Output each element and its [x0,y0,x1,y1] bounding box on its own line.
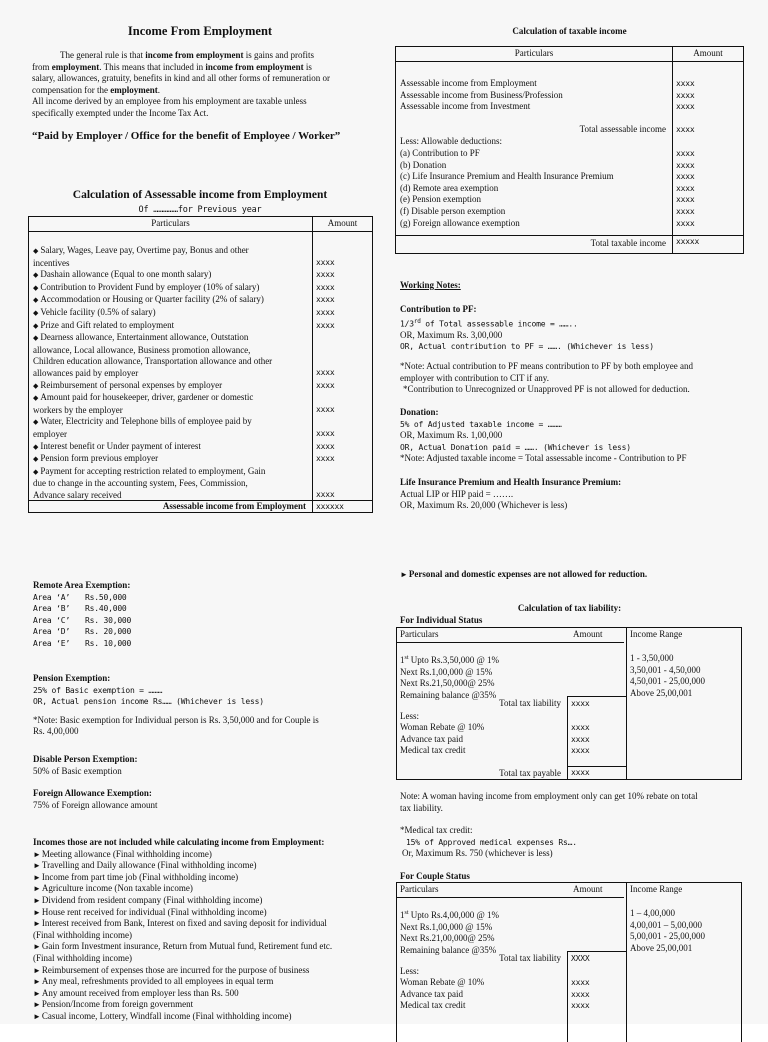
lip-line2: OR, Maximum Rs. 20,000 (Whichever is less) [400,500,568,511]
woman-rebate-note [400,791,745,814]
income-amount: xxxx [676,102,695,112]
income-amount: xxxx [676,79,695,88]
remote-area-row [33,615,373,627]
tax-slab [400,678,499,690]
medical-credit-heading: *Medical tax credit: [400,825,473,835]
woman-rebate-note-line2: tax liability. [400,802,443,813]
pension-heading: Pension Exemption: [33,673,111,683]
income-range: 1 – 4,00,000 [630,908,675,918]
assessable-row [33,307,373,320]
excluded-item: ► Any amount received from employer less than Rs. 500 [33,988,378,1000]
pf-line3: OR, Actual contribution to PF = ……. (Whichever is less) [400,342,654,352]
lip-heading: Life Insurance Premium and Health Insurance Premium: [400,477,622,487]
assessable-income-table [28,216,373,513]
assessable-total-amount: xxxxxx [316,502,344,511]
tax-liability-title: Calculation of tax liability: [517,603,622,613]
assessable-row-text: workers by the employer [33,404,123,415]
tax-slab-text: 1 [400,910,405,920]
assessable-row-text: ◆ Interest benefit or Under payment of interest [33,441,373,454]
pf-note-section [400,304,745,396]
total-taxable-label: Total taxable income [590,238,666,248]
deduction-line: (g) Foreign allowance exemption [400,217,520,228]
assessable-row-text: ◆ Dashain allowance (Equal to one month salary) [33,269,373,282]
excluded-item: (Final withholding income) [33,952,132,963]
excluded-item: ► Meeting allowance (Final withholding income) [33,849,378,861]
assessable-row [33,269,373,282]
excluded-item: ► Gain form Investment insurance, Return from Mutual fund, Retirement fund etc. [33,941,378,953]
col-header-particulars: Particulars [400,629,439,639]
couple-tax-table [396,882,742,1042]
remote-area-label: Area ‘C’ [33,615,70,625]
deduction-line: (e) Pension exemption [400,194,481,205]
assessable-row-text: due to change in the accounting system, Fees, Commission, [33,478,248,489]
deduction-amount: xxxx [676,218,695,228]
remote-area-row [33,603,373,615]
assessable-row-amount: xxxx [316,257,335,267]
remote-area-value: Rs. 30,000 [85,615,132,625]
tax-slab-text: Remaining balance @35% [400,689,497,700]
excluded-list [33,849,378,1023]
assessable-row [33,282,373,295]
working-notes-heading: Working Notes: [400,280,461,290]
pension-line1: 25% of Basic exemption = ……… [33,685,163,695]
deduction-line: (b) Donation [400,159,447,170]
tax-slab-text: Next Rs.21,50,000@ 25% [400,678,495,689]
assessable-row [33,466,373,502]
assessable-row-text: Children education allowance, Transportation allowance and other [33,356,273,367]
page-title: Income From Employment [127,24,273,38]
pf-line1: 1/3rd of Total assessable income = …….. [400,317,578,329]
tax-slab [400,653,499,667]
deduction-line: (a) Contribution to PF [400,148,480,158]
less-item: Woman Rebate @ 10% [400,722,485,732]
assessable-row-text: allowance, Local allowance, Business promotion allowance, [33,344,251,355]
pension-section [33,673,373,738]
assessable-subtitle: Of ……………for Previous year [138,205,262,215]
assessable-row-amount: xxxx [316,295,335,305]
lip-note-section [400,477,745,512]
tax-slab [400,945,499,957]
total-liability-amount: xxxx [571,699,590,708]
tax-slab-text: Upto Rs.3,50,000 @ 1% [408,655,500,665]
less-amount: xxxx [571,723,590,732]
assessable-row-text: ◆ Prize and Gift related to employment [33,320,373,333]
individual-less-amounts [571,722,589,757]
individual-status-heading: For Individual Status [400,615,483,625]
tax-slab [400,690,499,702]
total-liability-label: Total tax liability [499,698,561,708]
income-range: 5,00,001 - 25,00,000 [630,931,705,942]
donation-note-section [400,407,745,465]
assessable-row [33,380,373,393]
excluded-item: ► Any meal, refreshments provided to all employees in equal term [33,976,378,988]
assessable-row-text: ◆ Pension form previous employer [33,453,373,466]
disable-line1: 50% of Basic exemption [33,765,122,776]
taxable-income-table [395,46,744,254]
deduction-line: (d) Remote area exemption [400,182,499,193]
remote-area-heading: Remote Area Exemption: [33,580,131,590]
income-range: 4,50,001 - 25,00,000 [630,676,705,687]
deduction-amount: xxxx [676,149,695,158]
assessable-row [33,332,373,379]
pf-note1: *Note: Actual contribution to PF means contribution to PF by both employee and [400,361,693,372]
pf-note3: *Contribution to Unrecognized or Unapproved PF is not allowed for deduction. [403,384,690,395]
couple-less-items [400,977,484,1012]
assessable-row-text: Advance salary received [33,489,122,500]
tax-slab [400,908,499,922]
assessable-row-text: ◆ Dearness allowance, Entertainment allowance, Outstation [33,332,373,345]
tax-slab-text: 1 [400,655,405,665]
remote-area-label: Area ‘B’ [33,604,70,614]
assessable-row-amount: xxxx [316,441,335,451]
remote-area-row [33,592,373,604]
individual-slabs [400,653,499,701]
donation-note: *Note: Adjusted taxable income = Total assessable income - Contribution to PF [400,453,687,464]
less-label: Less: [400,711,419,721]
tax-slab [400,933,499,945]
col-header-income-range: Income Range [630,884,683,894]
pension-note-line1: *Note: Basic exemption for Individual person is Rs. 3,50,000 and for Couple is [33,714,319,725]
individual-ranges [630,653,705,699]
col-header-amount: Amount [573,884,603,894]
excluded-item: ► Pension/Income from foreign government [33,999,378,1011]
assessable-row-amount: xxxx [316,454,335,464]
less-amount: xxxx [571,978,590,987]
assessable-row-amount: xxxx [316,307,335,317]
taxable-income-amounts [676,78,694,113]
couple-total-liability-amount: XXXX [571,954,590,963]
income-range: 3,50,001 - 4,50,000 [630,664,701,675]
income-line: Assessable income from Investment [400,101,531,112]
income-range: 4,00,001 – 5,00,000 [630,919,702,930]
pension-note-line2: Rs. 4,00,000 [33,726,79,737]
remote-area-row [33,626,373,638]
total-assessable-label: Total assessable income [579,124,666,134]
couple-ranges [630,908,705,954]
excluded-incomes-section [33,837,378,1023]
pf-line2: OR, Maximum Rs. 3,00,000 [400,329,503,340]
less-item: Medical tax credit [400,1000,466,1011]
deduction-amount: xxxx [676,206,695,216]
foreign-line1: 75% of Foreign allowance amount [33,799,158,810]
tax-slab-sup: st [404,655,409,661]
assessable-row-text: ◆ Water, Electricity and Telephone bills of employee paid by [33,416,373,429]
assessable-row-text: ◆ Accommodation or Housing or Quarter facility (2% of salary) [33,294,373,307]
assessable-row-text: ◆ Vehicle facility (0.5% of salary) [33,307,373,320]
total-payable-label: Total tax payable [499,768,561,778]
excluded-item: ► Interest received from Bank, Interest on fixed and saving deposit for individual [33,918,378,930]
taxable-income-lines [400,78,672,113]
excluded-item: ► Income from part time job (Final withholding income) [33,872,378,884]
couple-less-amounts [571,977,589,1012]
deduction-amount: xxxx [676,172,695,182]
total-taxable-amount: xxxxx [676,237,700,246]
excluded-item: ► Casual income, Lottery, Windfall income (Final withholding income) [33,1011,378,1023]
deduction-amount: xxxx [676,183,695,193]
remote-area-value: Rs.40,000 [85,604,127,614]
col-header-amount: Amount [573,629,603,639]
lip-line1: Actual LIP or HIP paid = ……. [400,488,514,499]
assessable-row-text: allowances paid by employer [33,367,139,378]
pf-note2: employer with contribution to CIT if any. [400,372,549,383]
col-header-income-range: Income Range [630,629,683,639]
couple-status-heading: For Couple Status [400,871,470,881]
assessable-row-text: ◆ Amount paid for housekeeper, driver, gardener or domestic [33,392,373,405]
remote-area-label: Area ‘A’ [33,592,70,602]
assessable-row-text: employer [33,428,67,439]
assessable-total-label: Assessable income from Employment [162,501,306,511]
individual-less-items [400,722,484,757]
assessable-row-amount: xxxx [316,320,335,330]
individual-tax-table [396,627,742,780]
tax-slab-sup: st [404,910,409,916]
tax-slab-text: Remaining balance @35% [400,944,497,955]
taxable-title: Calculation of taxable income [512,26,627,36]
medical-credit-line1: 15% of Approved medical expenses Rs…. [406,837,577,847]
tax-slab-text: Next Rs.1,00,000 @ 15% [400,921,493,932]
total-liability-label: Total tax liability [499,953,561,963]
excluded-heading: Incomes those are not included while calculating income from Employment: [33,837,325,847]
less-amount: xxxx [571,989,590,999]
donation-line1: 5% of Adjusted taxable income = ……… [400,419,562,429]
assessable-row-amount: xxxx [316,367,335,377]
deduction-line: (f) Disable person exemption [400,205,506,216]
excluded-item: ► Agriculture income (Non taxable income) [33,883,378,895]
assessable-row-text: ◆ Payment for accepting restriction related to employment, Gain [33,466,373,479]
pension-line2: OR, Actual pension income Rs…… (Whichever is less) [33,697,264,707]
donation-line2: OR, Maximum Rs. 1,00,000 [400,430,503,441]
woman-rebate-note-line1: Note: A woman having income from employment only can get 10% rebate on total [400,791,698,801]
less-amount: xxxx [571,734,590,744]
tax-slab [400,667,499,679]
less-item: Advance tax paid [400,733,463,744]
deduction-line: (c) Life Insurance Premium and Health Insurance Premium [400,171,614,182]
couple-slabs [400,908,499,956]
assessable-row [33,416,373,440]
total-assessable-amount: xxxx [676,125,695,134]
assessable-row [33,453,373,466]
less-amount: xxxx [571,746,590,756]
col-header-particulars: Particulars [400,884,439,894]
less-label: Less: [400,966,419,976]
medical-credit-section [400,825,745,860]
remote-area-list [33,592,373,650]
total-payable-amount: xxxx [571,768,590,777]
assessable-row-amount: xxxx [316,380,335,390]
deduction-lines [400,148,672,229]
personal-expenses-note: ► Personal and domestic expenses are not allowed for reduction. [400,569,647,581]
assessable-row-text: ◆ Reimbursement of personal expenses by employer [33,380,373,393]
income-line: Assessable income from Business/Profession [400,89,563,100]
remote-area-section [33,580,373,650]
deduction-amount: xxxx [676,195,695,205]
donation-line3: OR, Actual Donation paid = ……. (Whichever is less) [400,442,631,452]
col-header-particulars: Particulars [514,48,554,58]
remote-area-value: Rs. 10,000 [85,638,132,648]
income-range: Above 25,00,001 [630,942,693,953]
assessable-title: Calculation of Assessable income from Employment [72,189,328,201]
excluded-item: (Final withholding income) [33,929,132,940]
donation-heading: Donation: [400,407,439,417]
income-range: Above 25,00,001 [630,687,693,698]
assessable-row-text: incentives [33,257,70,268]
assessable-row-amount: xxxx [316,489,335,499]
remote-area-label: Area ‘E’ [33,638,70,648]
assessable-row-text: ◆ Contribution to Provident Fund by employer (10% of salary) [33,282,373,295]
excluded-item: ► Dividend from resident company (Final withholding income) [33,895,378,907]
assessable-row [33,392,373,416]
excluded-item: ► Reimbursement of expenses those are incurred for the purpose of business [33,965,378,977]
col-header-particulars: Particulars [151,218,190,228]
assessable-row-amount: xxxx [316,428,335,438]
assessable-row [33,320,373,333]
tax-slab-text: Upto Rs.4,00,000 @ 1% [408,910,500,920]
assessable-row-amount: xxxx [316,404,335,414]
assessable-row [33,441,373,454]
assessable-row-amount: xxxx [316,270,335,280]
less-item: Woman Rebate @ 10% [400,977,485,987]
foreign-section [33,788,373,811]
paid-by-employer-quote: “Paid by Employer / Office for the benefit of Employee / Worker” [32,130,341,142]
disable-section [33,754,373,777]
assessable-row-text: ◆ Salary, Wages, Leave pay, Overtime pay, Bonus and other [33,245,373,258]
tax-slab-text: Next Rs.1,00,000 @ 15% [400,666,493,677]
col-header-amount: Amount [693,48,723,58]
income-line: Assessable income from Employment [400,78,537,88]
remote-area-row [33,638,373,650]
income-range: 1 - 3,50,000 [630,653,674,663]
excluded-item: ► House rent received for individual (Final withholding income) [33,907,378,919]
less-item: Medical tax credit [400,745,466,756]
assessable-row [33,294,373,307]
assessable-row-amount: xxxx [316,282,335,292]
remote-area-value: Rs. 20,000 [85,627,132,637]
intro-paragraph: The general rule is that income from employment is gains and profits from employment. This means that included in income from employment is salary, allowances, gratuity, benefits in kind and all other forms of remuneration or compensation for the employment. All income derived by an employee from his employment are taxable unless specifically exempted under the Income Tax Act. [32,50,330,118]
pf-heading: Contribution to PF: [400,304,477,314]
less-item: Advance tax paid [400,988,463,999]
col-header-amount: Amount [327,218,358,228]
deduction-amounts [676,148,694,229]
medical-credit-line2: Or, Maximum Rs. 750 (whichever is less) [402,848,553,859]
assessable-rows [33,245,373,501]
remote-area-value: Rs.50,000 [85,592,127,602]
less-deductions-label: Less: Allowable deductions: [400,136,502,146]
excluded-item: ► Travelling and Daily allowance (Final withholding income) [33,860,378,872]
foreign-heading: Foreign Allowance Exemption: [33,788,152,798]
income-amount: xxxx [676,90,695,100]
remote-area-label: Area ‘D’ [33,627,70,637]
tax-slab-text: Next Rs.21,00,000@ 25% [400,933,495,944]
deduction-amount: xxxx [676,160,695,170]
tax-slab [400,922,499,934]
disable-heading: Disable Person Exemption: [33,754,138,764]
less-amount: xxxx [571,1001,590,1011]
assessable-row [33,245,373,269]
